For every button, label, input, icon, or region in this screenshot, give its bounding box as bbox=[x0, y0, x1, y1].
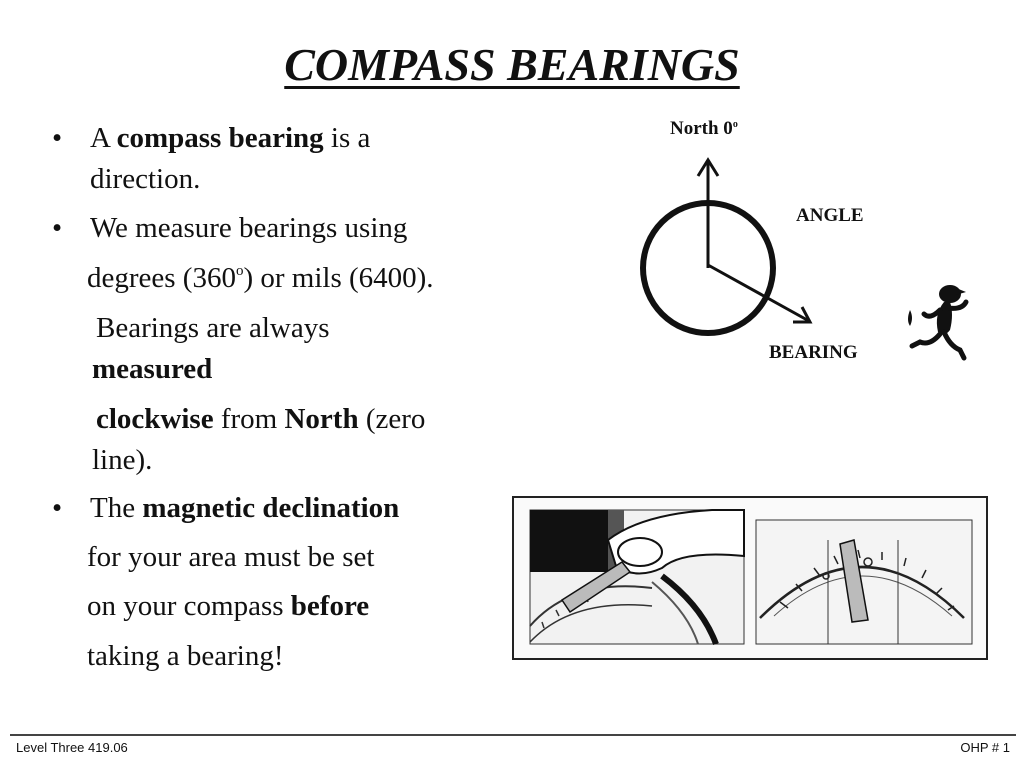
bullet-2-line-3: Bearings are always bbox=[96, 312, 330, 344]
bullet-dot: • bbox=[52, 122, 63, 154]
bearing-label: BEARING bbox=[769, 342, 858, 363]
bullet-3-line-3: on your compass before bbox=[87, 590, 370, 622]
footer-divider bbox=[10, 734, 1016, 736]
bullet-dot: • bbox=[52, 212, 63, 244]
bullet-2-line-6: line). bbox=[92, 444, 153, 476]
bullet-dot: • bbox=[52, 492, 63, 524]
bullet-3-line-2: for your area must be set bbox=[87, 541, 375, 573]
footer-page-number: OHP # 1 bbox=[960, 740, 1010, 755]
bullet-2-line-1: We measure bearings using bbox=[90, 212, 408, 244]
bearing-diagram bbox=[600, 110, 900, 370]
bullet-2-line-4: measured bbox=[92, 353, 213, 385]
north-label: North 0$^o$ bbox=[670, 118, 738, 139]
running-man-icon bbox=[900, 280, 980, 370]
bullet-2-line-5: clockwise from North (zero bbox=[96, 403, 426, 435]
bullet-3-line-4: taking a bearing! bbox=[87, 640, 284, 672]
footer-course-label: Level Three 419.06 bbox=[16, 740, 128, 755]
angle-label: ANGLE bbox=[796, 205, 864, 226]
compass-photo bbox=[512, 496, 988, 660]
bullet-1-line-1: A compass bearing is a bbox=[90, 122, 371, 154]
compass-drawing bbox=[600, 110, 900, 370]
bullet-3-line-1: The magnetic declination bbox=[90, 492, 400, 524]
slide-title: COMPASS BEARINGS bbox=[284, 39, 740, 90]
bullet-2-line-2: degrees (360$^o$) or mils (6400). bbox=[87, 262, 434, 294]
bullet-1-line-2: direction. bbox=[90, 163, 201, 195]
